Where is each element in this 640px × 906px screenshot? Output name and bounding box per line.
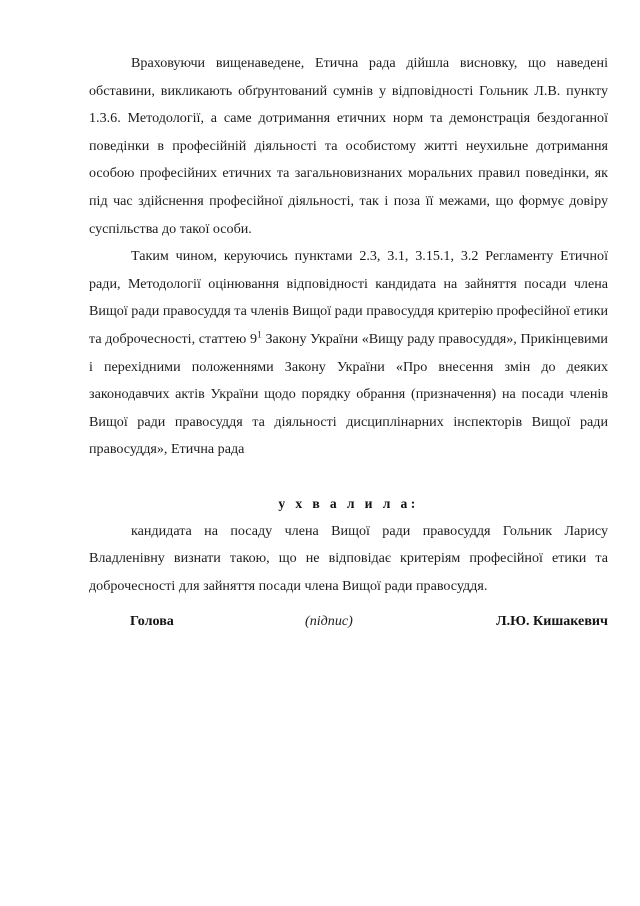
paragraph-legal-basis-text: Таким чином, керуючись пунктами 2.3, 3.1, 3.15.1, 3.2 Регламенту Етичної ради, Методології оцінювання відповідності кандидата на зайняття посади члена Вищої ради правосуддя та членів Вищої ради правосуддя критерію професійної етики та доброчесності, статтею 9 bbox=[89, 248, 608, 347]
signatory-name: Л.Ю. Кишакевич bbox=[496, 613, 608, 629]
statute-article-superscript: 1 bbox=[257, 329, 262, 341]
paragraph-decision bbox=[89, 518, 608, 601]
paragraph-conclusion bbox=[89, 50, 608, 243]
resolution-heading: у х в а л и л а: bbox=[278, 495, 419, 511]
document-body bbox=[89, 50, 608, 600]
paragraph-conclusion-text: Враховуючи вищенаведене, Етична рада дійшла висновку, що наведені обставини, викликають обґрунтований сумнів у відповідності Гольник Л.В. пункту 1.3.6. Методології, а саме дотримання етичних норм та демонстрація бездоганної поведінки в професійній діяльності та особистому житті неухильне дотримання особою професійних етичних та загальновизнаних моральних правил поведінки, як під час здійснення професійної діяльності, так і поза її межами, що формує довіру суспільства до такої особи. bbox=[89, 55, 608, 237]
paragraph-decision-text: кандидата на посаду члена Вищої ради правосуддя Гольник Ларису Владленівну визнати такою, що не відповідає критеріям професійної етики та доброчесності для зайняття посади члена Вищої ради правосуддя. bbox=[89, 522, 608, 594]
signature-block bbox=[89, 613, 608, 637]
paragraph-legal-basis-text-tail: Закону України «Вищу раду правосуддя», Прикінцевими і перехідними положеннями Закону України «Про внесення змін до деяких законодавчих актів України щодо порядку обрання (призначення) на посади членів Вищої ради правосуддя та діяльності дисциплінарних інспекторів Вищої ради правосуддя», Етична рада bbox=[89, 330, 608, 458]
signature-placeholder: (підпис) bbox=[305, 613, 353, 629]
signatory-title: Голова bbox=[130, 613, 174, 629]
paragraph-legal-basis bbox=[89, 243, 608, 464]
